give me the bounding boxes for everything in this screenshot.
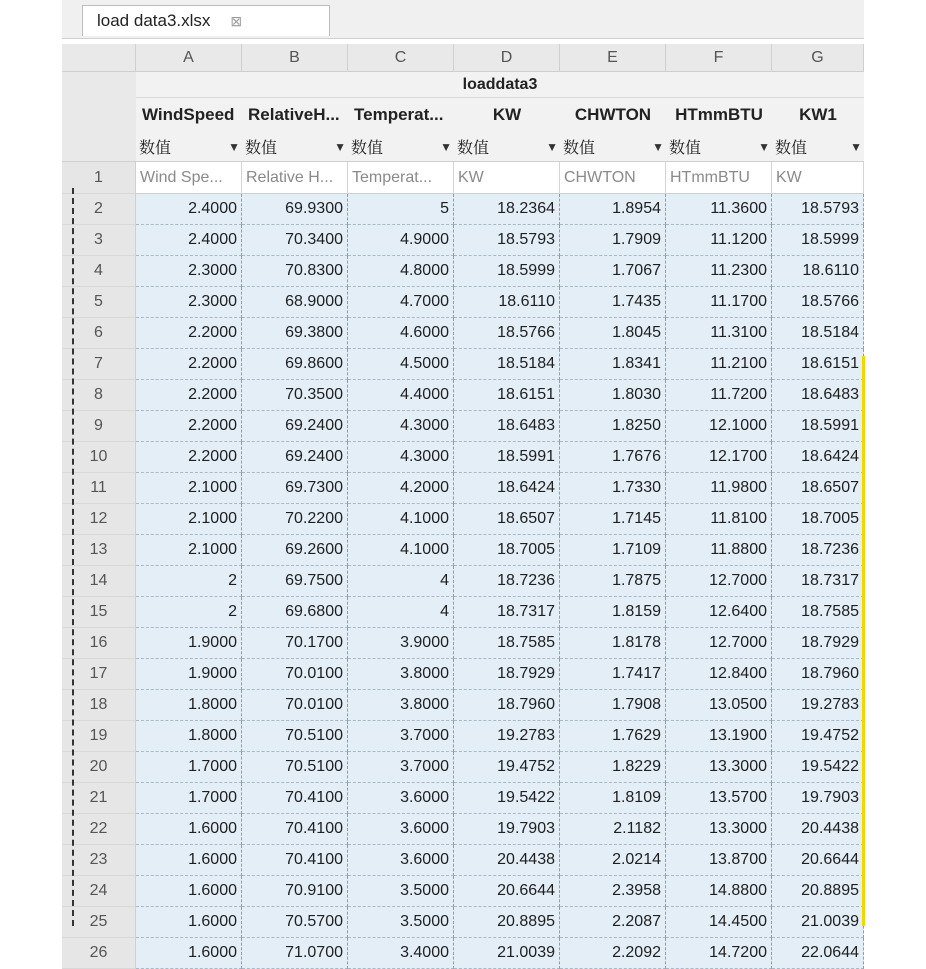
- row-header-blank: [62, 72, 136, 98]
- row-number[interactable]: 20: [62, 752, 136, 783]
- table-cell[interactable]: 2.2000: [136, 318, 242, 349]
- table-cell[interactable]: 4.4000: [348, 380, 454, 411]
- variable-type-E[interactable]: [560, 132, 666, 162]
- variable-type-label: 数值: [669, 140, 702, 157]
- table-row: [62, 690, 864, 721]
- chevron-down-icon[interactable]: ▼: [334, 139, 346, 154]
- table-cell[interactable]: 70.1700: [242, 628, 348, 659]
- row-number[interactable]: 16: [62, 628, 136, 659]
- variable-type-label: 数值: [775, 140, 808, 157]
- table-row: [62, 194, 864, 225]
- table-cell[interactable]: 18.6424: [454, 473, 560, 504]
- table-cell[interactable]: 4.1000: [348, 535, 454, 566]
- table-cell[interactable]: 1.7875: [560, 566, 666, 597]
- table-row: [62, 783, 864, 814]
- table-cell[interactable]: 19.2783: [772, 690, 864, 721]
- chevron-down-icon[interactable]: ▼: [440, 139, 452, 154]
- table-cell[interactable]: 1.6000: [136, 938, 242, 969]
- tab-label: load data3.xlsx: [97, 11, 211, 30]
- row-number[interactable]: 9: [62, 411, 136, 442]
- table-cell[interactable]: 3.6000: [348, 814, 454, 845]
- table-cell[interactable]: 1.6000: [136, 876, 242, 907]
- column-header-G[interactable]: G: [772, 44, 864, 72]
- table-cell[interactable]: 70.3500: [242, 380, 348, 411]
- table-cell[interactable]: HTmmBTU: [666, 162, 772, 194]
- table-cell[interactable]: 18.5184: [772, 318, 864, 349]
- table-cell[interactable]: 20.6644: [454, 876, 560, 907]
- table-cell[interactable]: 18.7005: [772, 504, 864, 535]
- variable-name-F[interactable]: HTmmBTU: [666, 98, 772, 132]
- table-cell[interactable]: 70.0100: [242, 659, 348, 690]
- table-cell[interactable]: 19.4752: [772, 721, 864, 752]
- table-row: [62, 473, 864, 504]
- column-header-C[interactable]: C: [348, 44, 454, 72]
- table-row: [62, 504, 864, 535]
- table-cell[interactable]: 3.8000: [348, 659, 454, 690]
- variable-names-row: [62, 98, 864, 132]
- table-cell[interactable]: 3.8000: [348, 690, 454, 721]
- table-cell[interactable]: 2.2087: [560, 907, 666, 938]
- table-cell[interactable]: 4.7000: [348, 287, 454, 318]
- column-header-A[interactable]: A: [136, 44, 242, 72]
- table-cell[interactable]: 18.5766: [454, 318, 560, 349]
- table-title: loaddata3: [136, 72, 864, 98]
- document-tab-bar: [62, 0, 864, 39]
- row-number[interactable]: 14: [62, 566, 136, 597]
- table-cell[interactable]: 20.4438: [454, 845, 560, 876]
- table-cell[interactable]: 18.7236: [454, 566, 560, 597]
- table-cell[interactable]: 3.5000: [348, 876, 454, 907]
- table-cell[interactable]: 2.3958: [560, 876, 666, 907]
- table-cell[interactable]: 18.6424: [772, 442, 864, 473]
- table-cell[interactable]: 5: [348, 194, 454, 225]
- row-number[interactable]: 17: [62, 659, 136, 690]
- variable-type-label: 数值: [245, 140, 278, 157]
- table-cell[interactable]: 69.2600: [242, 535, 348, 566]
- table-cell[interactable]: 1.9000: [136, 628, 242, 659]
- table-cell[interactable]: 4.3000: [348, 411, 454, 442]
- table-cell[interactable]: 18.6151: [454, 380, 560, 411]
- table-cell[interactable]: 13.1900: [666, 721, 772, 752]
- chevron-down-icon[interactable]: ▼: [652, 139, 664, 154]
- variable-name-A[interactable]: WindSpeed: [136, 98, 242, 132]
- table-cell[interactable]: 11.3100: [666, 318, 772, 349]
- table-cell[interactable]: 20.4438: [772, 814, 864, 845]
- table-cell[interactable]: 12.7000: [666, 566, 772, 597]
- row-number[interactable]: 26: [62, 938, 136, 969]
- table-cell[interactable]: 1.8250: [560, 411, 666, 442]
- row-number[interactable]: 21: [62, 783, 136, 814]
- table-cell[interactable]: 18.2364: [454, 194, 560, 225]
- table-cell[interactable]: 70.2200: [242, 504, 348, 535]
- table-cell[interactable]: 11.7200: [666, 380, 772, 411]
- variable-name-C[interactable]: Temperat...: [348, 98, 454, 132]
- table-row: [62, 287, 864, 318]
- table-cell[interactable]: 12.6400: [666, 597, 772, 628]
- table-cell[interactable]: 68.9000: [242, 287, 348, 318]
- table-cell[interactable]: 11.8800: [666, 535, 772, 566]
- table-cell[interactable]: 18.7960: [772, 659, 864, 690]
- table-cell[interactable]: 2.4000: [136, 225, 242, 256]
- table-cell[interactable]: 2.2000: [136, 380, 242, 411]
- table-cell[interactable]: KW: [772, 162, 864, 194]
- table-cell[interactable]: 18.7585: [772, 597, 864, 628]
- table-cell[interactable]: 1.7909: [560, 225, 666, 256]
- table-cell[interactable]: 4.1000: [348, 504, 454, 535]
- table-cell[interactable]: 18.5991: [454, 442, 560, 473]
- table-cell[interactable]: 69.7500: [242, 566, 348, 597]
- table-cell[interactable]: 18.5766: [772, 287, 864, 318]
- table-cell[interactable]: 13.5700: [666, 783, 772, 814]
- table-cell[interactable]: 70.3400: [242, 225, 348, 256]
- table-row: [62, 535, 864, 566]
- table-cell[interactable]: 4: [348, 597, 454, 628]
- variable-name-B[interactable]: RelativeH...: [242, 98, 348, 132]
- table-cell[interactable]: 70.4100: [242, 845, 348, 876]
- table-cell[interactable]: 19.7903: [772, 783, 864, 814]
- table-cell[interactable]: 2.3000: [136, 256, 242, 287]
- table-cell[interactable]: 2.4000: [136, 194, 242, 225]
- table-cell[interactable]: 11.1200: [666, 225, 772, 256]
- table-cell[interactable]: CHWTON: [560, 162, 666, 194]
- table-cell[interactable]: 18.7585: [454, 628, 560, 659]
- variable-type-C[interactable]: [348, 132, 454, 162]
- table-cell[interactable]: 1.6000: [136, 845, 242, 876]
- table-cell[interactable]: 18.6151: [772, 349, 864, 380]
- table-cell[interactable]: 18.5999: [772, 225, 864, 256]
- table-cell[interactable]: 2.1182: [560, 814, 666, 845]
- table-cell[interactable]: 2.1000: [136, 473, 242, 504]
- table-cell[interactable]: 20.6644: [772, 845, 864, 876]
- table-row: [62, 907, 864, 938]
- table-row: [62, 318, 864, 349]
- table-cell[interactable]: 12.8400: [666, 659, 772, 690]
- table-row: [62, 876, 864, 907]
- table-cell[interactable]: 18.5991: [772, 411, 864, 442]
- row-number[interactable]: 1: [62, 162, 136, 194]
- right-margin: [864, 0, 926, 926]
- table-cell[interactable]: 11.1700: [666, 287, 772, 318]
- table-cell[interactable]: 18.5999: [454, 256, 560, 287]
- table-cell[interactable]: 3.9000: [348, 628, 454, 659]
- table-cell[interactable]: Wind Spe...: [136, 162, 242, 194]
- row-number[interactable]: 7: [62, 349, 136, 380]
- table-cell[interactable]: 2: [136, 597, 242, 628]
- variable-name-D[interactable]: KW: [454, 98, 560, 132]
- table-cell[interactable]: 1.7629: [560, 721, 666, 752]
- left-margin: [0, 0, 62, 926]
- table-cell[interactable]: 3.7000: [348, 752, 454, 783]
- table-cell[interactable]: 18.6110: [772, 256, 864, 287]
- table-cell[interactable]: 1.7417: [560, 659, 666, 690]
- table-cell[interactable]: 1.8159: [560, 597, 666, 628]
- variable-type-label: 数值: [563, 140, 596, 157]
- table-cell[interactable]: 1.7676: [560, 442, 666, 473]
- table-cell[interactable]: 4.9000: [348, 225, 454, 256]
- table-cell[interactable]: KW: [454, 162, 560, 194]
- table-row: [62, 628, 864, 659]
- variable-name-E[interactable]: CHWTON: [560, 98, 666, 132]
- table-cell[interactable]: 2.1000: [136, 504, 242, 535]
- row-number[interactable]: 25: [62, 907, 136, 938]
- table-cell[interactable]: 19.5422: [772, 752, 864, 783]
- table-cell[interactable]: 70.5100: [242, 721, 348, 752]
- table-cell[interactable]: 1.8000: [136, 690, 242, 721]
- table-cell[interactable]: 13.3000: [666, 752, 772, 783]
- table-cell[interactable]: 18.6110: [454, 287, 560, 318]
- table-cell[interactable]: 70.4100: [242, 783, 348, 814]
- table-cell[interactable]: 71.0700: [242, 938, 348, 969]
- row-number[interactable]: 11: [62, 473, 136, 504]
- table-cell[interactable]: 11.2100: [666, 349, 772, 380]
- row-number[interactable]: 24: [62, 876, 136, 907]
- column-header-E[interactable]: E: [560, 44, 666, 72]
- row-number[interactable]: 23: [62, 845, 136, 876]
- chevron-down-icon[interactable]: ▼: [758, 139, 770, 154]
- table-cell[interactable]: 4.8000: [348, 256, 454, 287]
- table-cell[interactable]: 19.7903: [454, 814, 560, 845]
- table-row: [62, 721, 864, 752]
- table-cell[interactable]: 70.9100: [242, 876, 348, 907]
- table-cell[interactable]: 18.7317: [454, 597, 560, 628]
- table-cell[interactable]: 11.9800: [666, 473, 772, 504]
- table-row: [62, 256, 864, 287]
- table-cell[interactable]: 69.7300: [242, 473, 348, 504]
- table-cell[interactable]: 3.6000: [348, 845, 454, 876]
- table-cell[interactable]: 70.8300: [242, 256, 348, 287]
- table-cell[interactable]: 18.5793: [772, 194, 864, 225]
- table-cell[interactable]: 20.8895: [454, 907, 560, 938]
- table-cell[interactable]: 1.8109: [560, 783, 666, 814]
- table-cell[interactable]: 21.0039: [454, 938, 560, 969]
- variable-type-label: 数值: [457, 140, 490, 157]
- table-cell[interactable]: 2.0214: [560, 845, 666, 876]
- table-cell[interactable]: 1.9000: [136, 659, 242, 690]
- table-cell[interactable]: 1.8178: [560, 628, 666, 659]
- table-cell[interactable]: 1.8341: [560, 349, 666, 380]
- table-cell[interactable]: 3.4000: [348, 938, 454, 969]
- row-number[interactable]: 2: [62, 194, 136, 225]
- table-cell[interactable]: 1.8229: [560, 752, 666, 783]
- table-cell[interactable]: 4.5000: [348, 349, 454, 380]
- table-row: [62, 566, 864, 597]
- row-header-blank: [62, 132, 136, 162]
- variables-editor: [62, 0, 864, 961]
- table-cell[interactable]: 2.2092: [560, 938, 666, 969]
- variable-type-G[interactable]: [772, 132, 864, 162]
- row-number[interactable]: 22: [62, 814, 136, 845]
- table-cell[interactable]: 12.1000: [666, 411, 772, 442]
- table-cell[interactable]: 70.5100: [242, 752, 348, 783]
- table-cell[interactable]: 1.7109: [560, 535, 666, 566]
- table-cell[interactable]: 19.2783: [454, 721, 560, 752]
- table-cell[interactable]: 69.6800: [242, 597, 348, 628]
- row-number[interactable]: 8: [62, 380, 136, 411]
- table-cell[interactable]: 1.8954: [560, 194, 666, 225]
- row-number[interactable]: 13: [62, 535, 136, 566]
- row-number[interactable]: 3: [62, 225, 136, 256]
- table-cell[interactable]: 4.3000: [348, 442, 454, 473]
- table-cell[interactable]: 3.5000: [348, 907, 454, 938]
- table-cell[interactable]: Temperat...: [348, 162, 454, 194]
- table-cell[interactable]: 11.8100: [666, 504, 772, 535]
- highlight-edge: [862, 356, 865, 926]
- column-header-D[interactable]: D: [454, 44, 560, 72]
- table-row: [62, 938, 864, 969]
- row-number[interactable]: 6: [62, 318, 136, 349]
- table-cell[interactable]: 2: [136, 566, 242, 597]
- table-row: [62, 597, 864, 628]
- row-number[interactable]: 18: [62, 690, 136, 721]
- table-cell[interactable]: 2.2000: [136, 349, 242, 380]
- table-row: [62, 659, 864, 690]
- select-all-corner[interactable]: [62, 44, 136, 72]
- table-row: [62, 411, 864, 442]
- table-cell[interactable]: 19.4752: [454, 752, 560, 783]
- variable-type-A[interactable]: [136, 132, 242, 162]
- table-cell[interactable]: 1.8030: [560, 380, 666, 411]
- table-row: [62, 845, 864, 876]
- chevron-down-icon[interactable]: ▼: [546, 139, 558, 154]
- table-cell[interactable]: 2.3000: [136, 287, 242, 318]
- row-number[interactable]: 5: [62, 287, 136, 318]
- table-cell[interactable]: 13.3000: [666, 814, 772, 845]
- table-cell[interactable]: 1.7067: [560, 256, 666, 287]
- table-cell[interactable]: 3.6000: [348, 783, 454, 814]
- variable-type-label: 数值: [139, 140, 172, 157]
- variable-type-B[interactable]: [242, 132, 348, 162]
- table-cell[interactable]: 1.7908: [560, 690, 666, 721]
- table-row: [62, 349, 864, 380]
- table-cell[interactable]: 18.5184: [454, 349, 560, 380]
- table-cell[interactable]: 18.6483: [772, 380, 864, 411]
- table-cell[interactable]: 4: [348, 566, 454, 597]
- selection-border: [72, 188, 74, 926]
- table-cell[interactable]: 70.0100: [242, 690, 348, 721]
- table-row: [62, 814, 864, 845]
- table-cell[interactable]: 1.7145: [560, 504, 666, 535]
- table-cell[interactable]: 18.5793: [454, 225, 560, 256]
- table-cell[interactable]: Relative H...: [242, 162, 348, 194]
- row-number[interactable]: 19: [62, 721, 136, 752]
- table-cell[interactable]: 18.6507: [772, 473, 864, 504]
- table-cell[interactable]: 12.7000: [666, 628, 772, 659]
- close-icon[interactable]: ⊠: [230, 12, 243, 29]
- table-cell[interactable]: 18.7317: [772, 566, 864, 597]
- variable-name-G[interactable]: KW1: [772, 98, 864, 132]
- table-cell[interactable]: 2.1000: [136, 535, 242, 566]
- table-cell[interactable]: 12.1700: [666, 442, 772, 473]
- table-cell[interactable]: 1.7435: [560, 287, 666, 318]
- table-cell[interactable]: 1.7330: [560, 473, 666, 504]
- table-cell[interactable]: 18.7929: [454, 659, 560, 690]
- table-cell[interactable]: 70.4100: [242, 814, 348, 845]
- table-cell[interactable]: 18.7005: [454, 535, 560, 566]
- column-header-F[interactable]: F: [666, 44, 772, 72]
- table-cell[interactable]: 14.8800: [666, 876, 772, 907]
- table-cell[interactable]: 13.8700: [666, 845, 772, 876]
- table-cell[interactable]: 1.6000: [136, 814, 242, 845]
- table-cell[interactable]: 69.8600: [242, 349, 348, 380]
- row-header-blank: [62, 98, 136, 132]
- table-cell[interactable]: 69.3800: [242, 318, 348, 349]
- table-row: [62, 752, 864, 783]
- table-cell[interactable]: 18.7929: [772, 628, 864, 659]
- table-cell[interactable]: 2.2000: [136, 442, 242, 473]
- tab-load-data3[interactable]: [82, 5, 330, 36]
- column-header-B[interactable]: B: [242, 44, 348, 72]
- table-cell[interactable]: 21.0039: [772, 907, 864, 938]
- table-cell[interactable]: 1.7000: [136, 783, 242, 814]
- table-cell[interactable]: 22.0644: [772, 938, 864, 969]
- variable-type-label: 数值: [351, 140, 384, 157]
- row-number[interactable]: 10: [62, 442, 136, 473]
- table-cell[interactable]: 4.6000: [348, 318, 454, 349]
- chevron-down-icon[interactable]: ▼: [228, 139, 240, 154]
- table-cell[interactable]: 1.6000: [136, 907, 242, 938]
- table-cell[interactable]: 1.8000: [136, 721, 242, 752]
- table-cell[interactable]: 14.4500: [666, 907, 772, 938]
- table-row: [62, 225, 864, 256]
- table-cell[interactable]: 70.5700: [242, 907, 348, 938]
- table-cell[interactable]: 18.7960: [454, 690, 560, 721]
- table-cell[interactable]: 18.6507: [454, 504, 560, 535]
- column-header-row: [62, 44, 864, 72]
- table-cell[interactable]: 13.0500: [666, 690, 772, 721]
- table-cell[interactable]: 1.7000: [136, 752, 242, 783]
- table-cell[interactable]: 20.8895: [772, 876, 864, 907]
- table-title-row: [62, 72, 864, 98]
- table-cell[interactable]: 11.3600: [666, 194, 772, 225]
- table-cell[interactable]: 19.5422: [454, 783, 560, 814]
- table-cell[interactable]: 69.9300: [242, 194, 348, 225]
- table-cell[interactable]: 14.7200: [666, 938, 772, 969]
- table-cell[interactable]: 1.8045: [560, 318, 666, 349]
- chevron-down-icon[interactable]: ▼: [850, 139, 862, 154]
- table-row: [62, 380, 864, 411]
- table-cell[interactable]: 3.7000: [348, 721, 454, 752]
- table-cell[interactable]: 69.2400: [242, 411, 348, 442]
- table-cell[interactable]: 2.2000: [136, 411, 242, 442]
- table-cell[interactable]: 11.2300: [666, 256, 772, 287]
- variable-type-D[interactable]: [454, 132, 560, 162]
- table-row: [62, 442, 864, 473]
- row-number[interactable]: 12: [62, 504, 136, 535]
- row-number[interactable]: 15: [62, 597, 136, 628]
- variable-type-F[interactable]: [666, 132, 772, 162]
- variable-types-row: [62, 132, 864, 162]
- table-cell[interactable]: 18.6483: [454, 411, 560, 442]
- table-row: [62, 162, 864, 194]
- table-cell[interactable]: 18.7236: [772, 535, 864, 566]
- row-number[interactable]: 4: [62, 256, 136, 287]
- table-cell[interactable]: 4.2000: [348, 473, 454, 504]
- table-cell[interactable]: 69.2400: [242, 442, 348, 473]
